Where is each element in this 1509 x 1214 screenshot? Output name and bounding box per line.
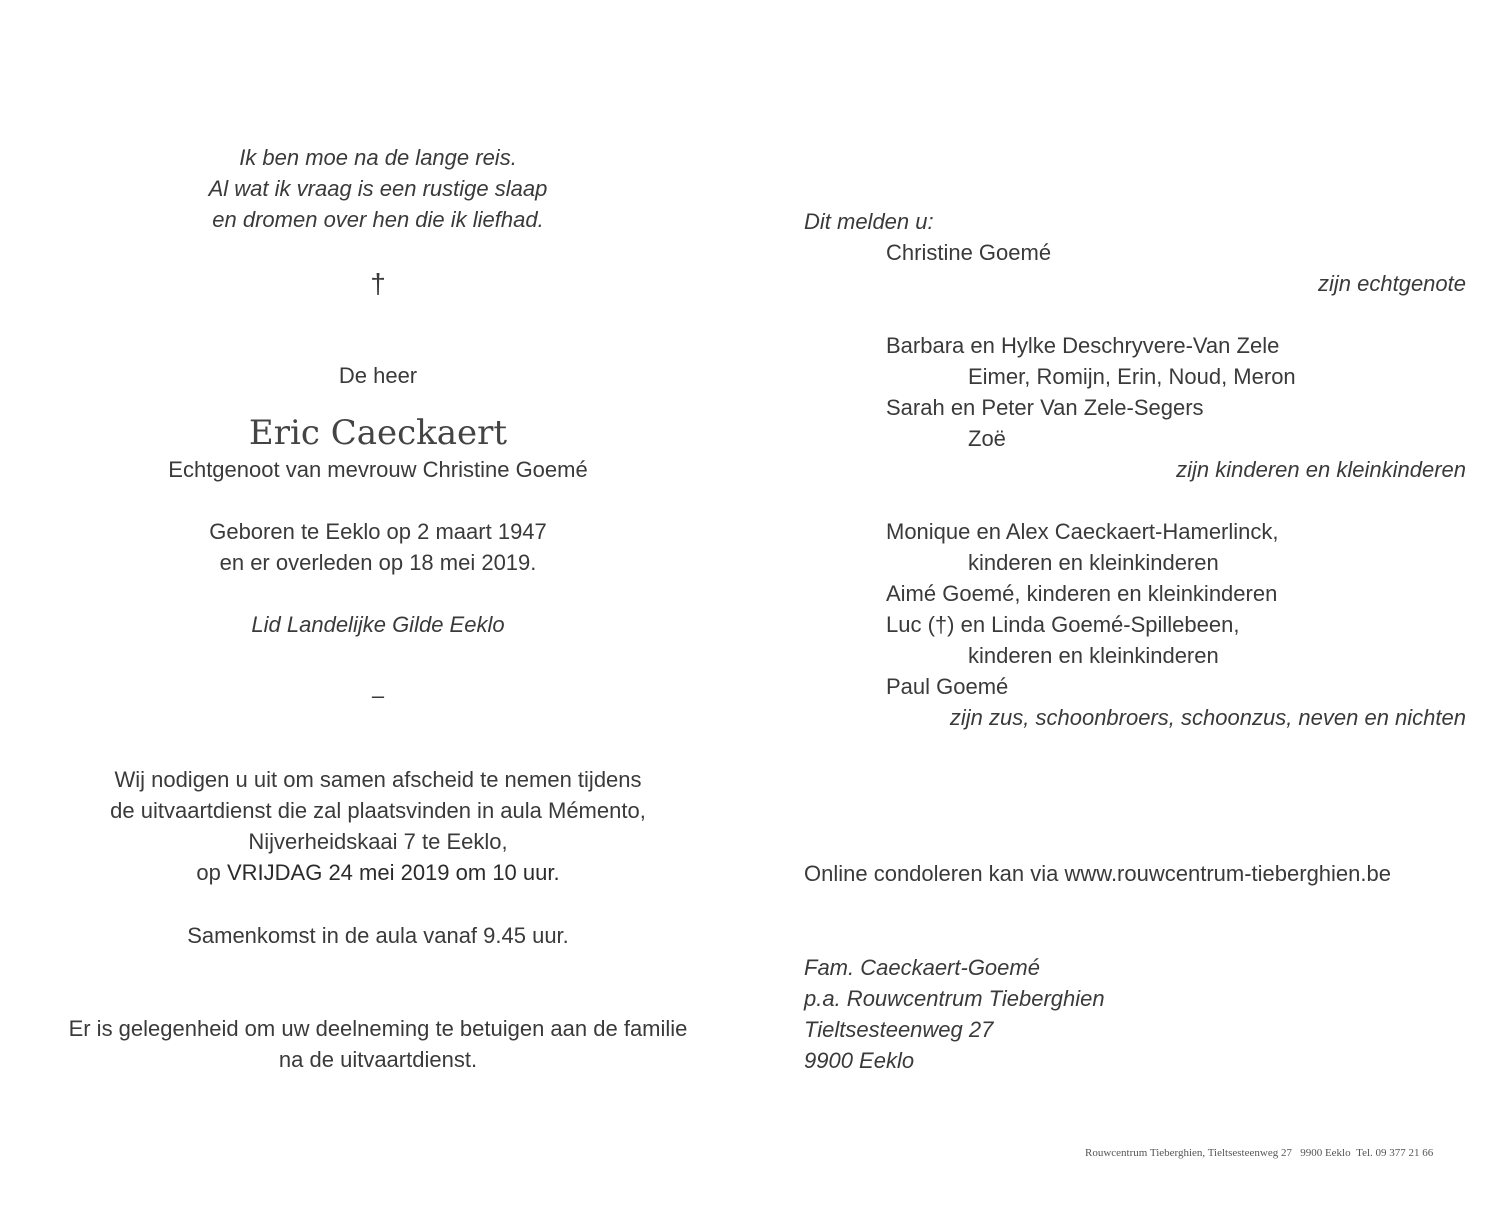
invite-date-prefix: op (196, 860, 227, 885)
gathering-line: Samenkomst in de aula vanaf 9.45 uur. (187, 923, 569, 948)
poem-line-1: Ik ben moe na de lange reis. (239, 145, 517, 170)
family-role: zijn zus, schoonbroers, schoonzus, neven en nichten (949, 705, 1466, 730)
honorific: De heer (338, 363, 418, 388)
poem-line-2: Al wat ik vraag is een rustige slaap (208, 176, 548, 201)
wife-role: zijn echtgenote (1318, 271, 1466, 296)
invite-date: VRIJDAG 24 mei 2019 om 10 uur. (226, 860, 560, 885)
child-2: Sarah en Peter Van Zele-Segers (886, 395, 1204, 420)
death-line: en er overleden op 18 mei 2019. (219, 550, 537, 575)
invite-date-line (28, 857, 728, 888)
wife-name: Christine Goemé (886, 240, 1052, 265)
birth-line: Geboren te Eeklo op 2 maart 1947 (209, 519, 547, 544)
online-condolence: Online condoleren kan via www.rouwcentrum-tieberghien.be (804, 861, 1391, 886)
membership-line: Lid Landelijke Gilde Eeklo (251, 612, 505, 637)
invite-line-3: Nijverheidskaai 7 te Eeklo, (248, 829, 508, 854)
address-line-2: p.a. Rouwcentrum Tieberghien (804, 986, 1105, 1011)
child-1: Barbara en Hylke Deschryvere-Van Zele (886, 333, 1280, 358)
poem-line-3: en dromen over hen die ik liefhad. (212, 207, 544, 232)
condolence-line-2: na de uitvaartdienst. (278, 1047, 478, 1072)
family-4: Paul Goemé (886, 674, 1009, 699)
family-1: Monique en Alex Caeckaert-Hamerlinck, (886, 519, 1279, 544)
family-2: Aimé Goemé, kinderen en kleinkinderen (886, 581, 1278, 606)
invite-line-2: de uitvaartdienst die zal plaatsvinden in aula Mémento, (110, 798, 646, 823)
address-line-4: 9900 Eeklo (804, 1048, 915, 1073)
deceased-name: Eric Caeckaert (248, 413, 508, 453)
separator-dash: – (371, 683, 385, 708)
address-line-1: Fam. Caeckaert-Goemé (804, 955, 1040, 980)
child-2-grandchildren: Zoë (968, 426, 1006, 451)
spouse-line: Echtgenoot van mevrouw Christine Goemé (168, 457, 588, 482)
child-1-grandchildren: Eimer, Romijn, Erin, Noud, Meron (968, 364, 1296, 389)
family-3: Luc (†) en Linda Goemé-Spillebeen, (886, 612, 1240, 637)
family-3-sub: kinderen en kleinkinderen (968, 643, 1219, 668)
invite-line-1: Wij nodigen u uit om samen afscheid te nemen tijdens (114, 767, 642, 792)
children-role: zijn kinderen en kleinkinderen (1176, 457, 1466, 482)
address-line-3: Tieltsesteenweg 27 (804, 1017, 994, 1042)
cross-symbol: † (370, 268, 386, 299)
funeral-home-footer: Rouwcentrum Tieberghien, Tieltsesteenweg 27 9900 Eeklo Tel. 09 377 21 66 (1085, 1147, 1434, 1159)
announcement-intro: Dit melden u: (804, 209, 934, 234)
family-1-sub: kinderen en kleinkinderen (968, 550, 1219, 575)
condolence-line-1: Er is gelegenheid om uw deelneming te betuigen aan de familie (68, 1016, 688, 1041)
